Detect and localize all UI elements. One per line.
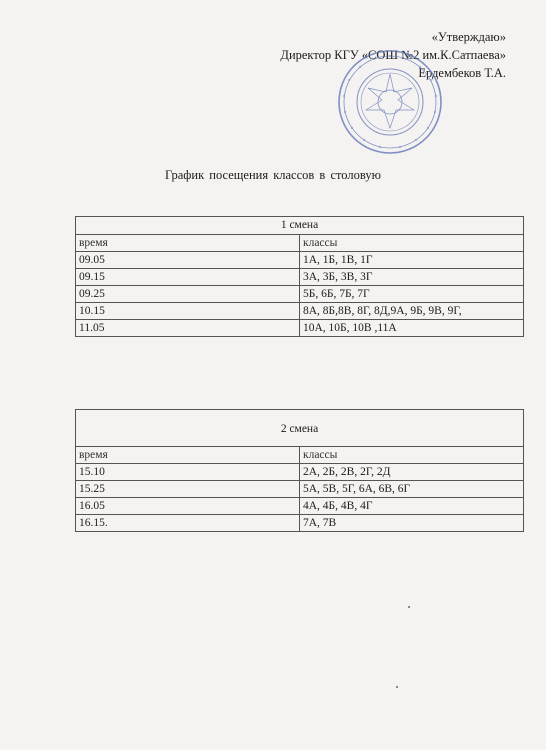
classes-cell: 4А, 4Б, 4В, 4Г	[300, 498, 524, 515]
time-cell: 09.05	[76, 252, 300, 269]
table-row	[76, 498, 524, 515]
shift-1-header-row	[76, 217, 524, 235]
approval-line-2: Директор КГУ «СОШ №2 им.К.Сатпаева»	[280, 48, 506, 62]
classes-cell: 5А, 5В, 5Г, 6А, 6В, 6Г	[300, 481, 524, 498]
time-cell: 16.15.	[76, 515, 300, 532]
classes-cell: 5Б, 6Б, 7Б, 7Г	[300, 286, 524, 303]
document-title: График посещения классов в столовую	[165, 168, 381, 182]
classes-cell: 3А, 3Б, 3В, 3Г	[300, 269, 524, 286]
official-seal-icon	[336, 48, 444, 156]
column-header-time: время	[76, 447, 300, 464]
shift-1-label: 1 смена	[76, 217, 524, 235]
time-cell: 15.10	[76, 464, 300, 481]
column-header-time: время	[76, 235, 300, 252]
classes-cell: 1А, 1Б, 1В, 1Г	[300, 252, 524, 269]
table-row	[76, 252, 524, 269]
table-row	[76, 269, 524, 286]
table-row	[76, 515, 524, 532]
classes-cell: 10А, 10Б, 10В ,11А	[300, 320, 524, 337]
classes-cell: 7А, 7В	[300, 515, 524, 532]
time-cell: 10.15	[76, 303, 300, 320]
shift-2-columns-row	[76, 447, 524, 464]
classes-cell: 8А, 8Б,8В, 8Г, 8Д,9А, 9Б, 9В, 9Г,	[300, 303, 524, 320]
scan-speck	[408, 606, 410, 608]
table-row	[76, 303, 524, 320]
classes-cell: 2А, 2Б, 2В, 2Г, 2Д	[300, 464, 524, 481]
time-cell: 16.05	[76, 498, 300, 515]
time-cell: 15.25	[76, 481, 300, 498]
table-row	[76, 320, 524, 337]
column-header-classes: классы	[300, 447, 524, 464]
column-header-classes: классы	[300, 235, 524, 252]
table-row	[76, 481, 524, 498]
scan-speck	[396, 686, 398, 688]
approval-line-3: Ердембеков Т.А.	[418, 66, 506, 80]
shift-1-columns-row	[76, 235, 524, 252]
shift-2-table	[75, 409, 524, 532]
shift-2-header-row	[76, 410, 524, 447]
time-cell: 09.25	[76, 286, 300, 303]
table-row	[76, 464, 524, 481]
approval-line-1: «Утверждаю»	[431, 30, 506, 44]
time-cell: 09.15	[76, 269, 300, 286]
shift-1-table	[75, 216, 524, 337]
table-row	[76, 286, 524, 303]
shift-2-label: 2 смена	[76, 410, 524, 447]
time-cell: 11.05	[76, 320, 300, 337]
